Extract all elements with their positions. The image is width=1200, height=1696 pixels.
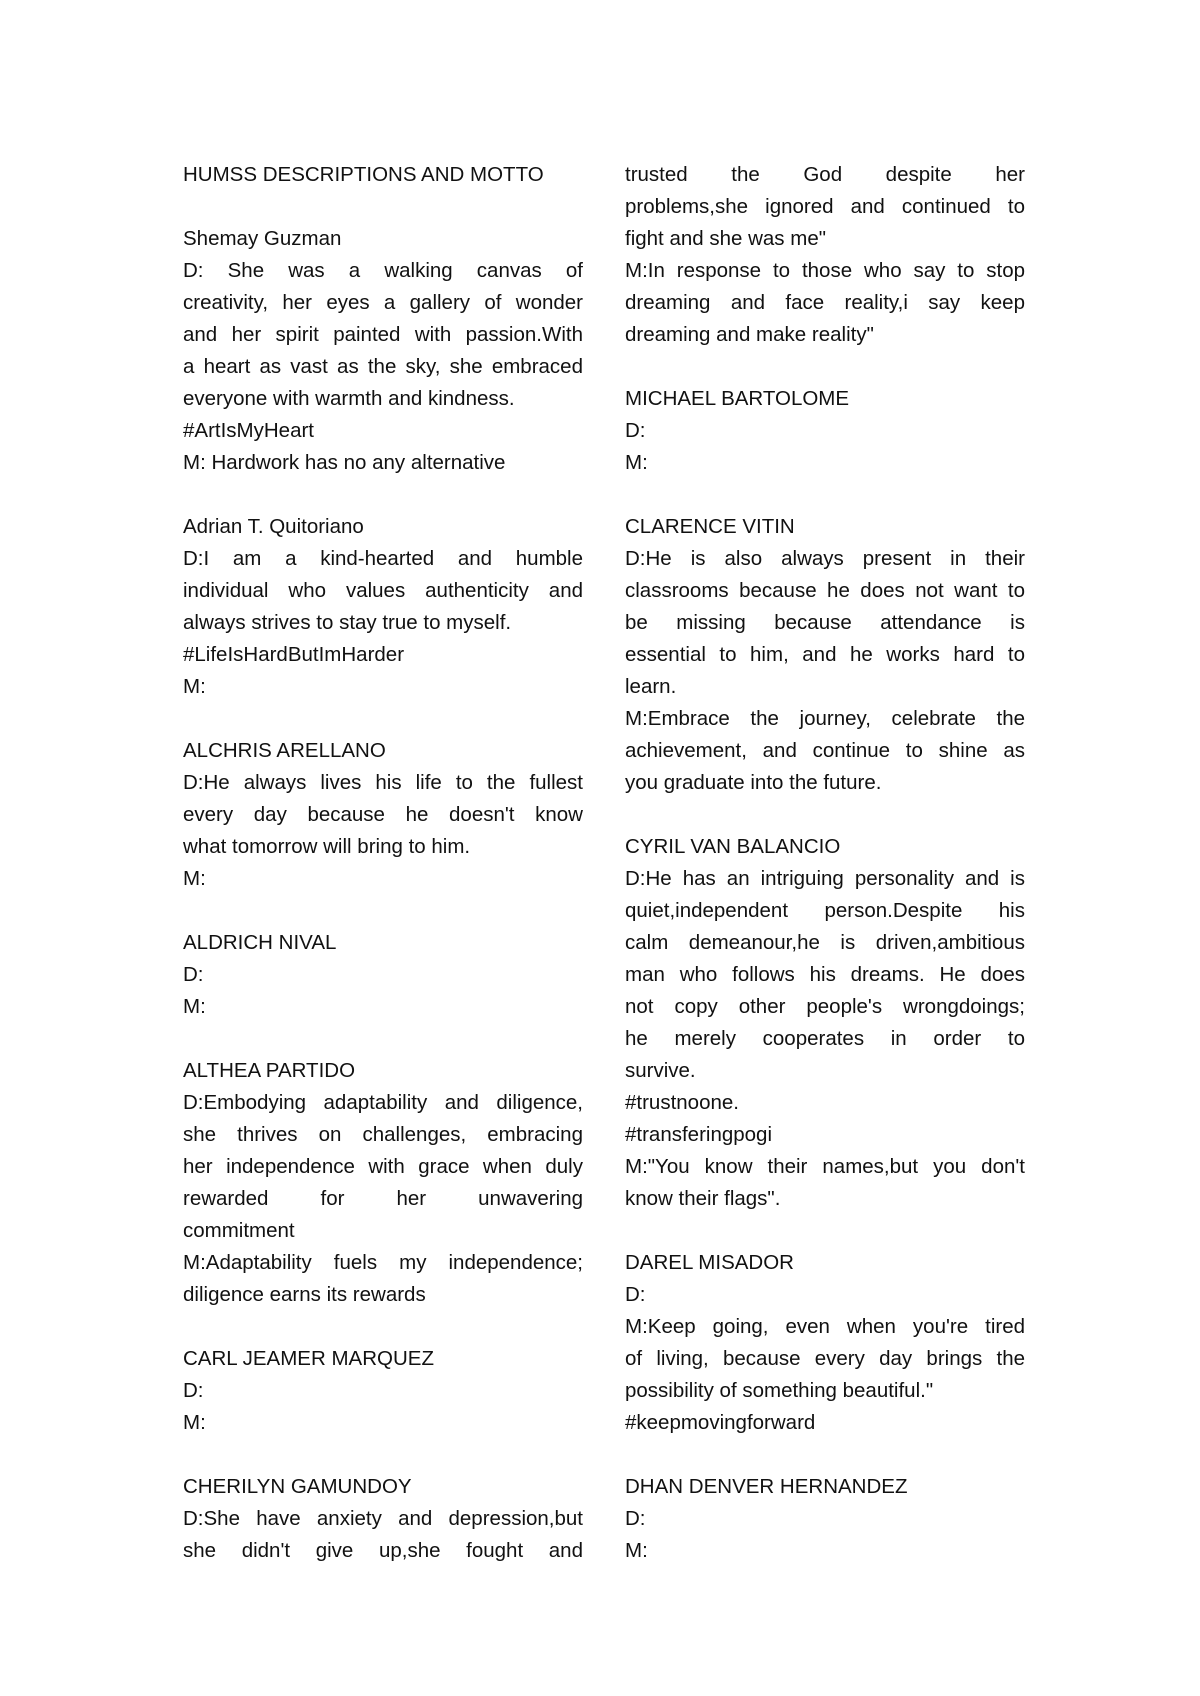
text-line: D: — [625, 1507, 646, 1530]
text-line: M: — [183, 1411, 206, 1434]
text-line: be missing because attendance is — [625, 611, 1025, 634]
text-line: M: — [183, 675, 206, 698]
paragraph-gap — [183, 1439, 583, 1471]
text-line: HUMSS DESCRIPTIONS AND MOTTO — [183, 163, 544, 186]
text-line: achievement, and continue to shine as — [625, 739, 1025, 762]
text-line: problems,she ignored and continued to — [625, 195, 1025, 218]
text-line: #LifeIsHardButImHarder — [183, 643, 405, 666]
text-line: what tomorrow will bring to him. — [183, 835, 471, 858]
text-line: possibility of something beautiful." — [625, 1379, 934, 1402]
text-line: #trustnoone. — [625, 1091, 739, 1114]
paragraph-gap — [183, 1023, 583, 1055]
paragraph-gap — [183, 479, 583, 511]
text-line: ALTHEA PARTIDO — [183, 1059, 356, 1082]
text-line: M: — [183, 867, 206, 890]
text-line: her independence with grace when duly — [183, 1155, 583, 1178]
text-line: essential to him, and he works hard to — [625, 643, 1025, 666]
text-line: M:Keep going, even when you're tired — [625, 1315, 1025, 1338]
text-line: Adrian T. Quitoriano — [183, 515, 364, 538]
paragraph-gap — [183, 1311, 583, 1343]
text-line: every day because he doesn't know — [183, 803, 583, 826]
text-line: M:In response to those who say to stop — [625, 259, 1025, 282]
text-line: D: — [183, 963, 204, 986]
text-line: CYRIL VAN BALANCIO — [625, 835, 841, 858]
text-line: diligence earns its rewards — [183, 1283, 426, 1306]
text-line: D:He is also always present in their — [625, 547, 1025, 570]
paragraph-gap — [625, 479, 1025, 511]
text-line: and her spirit painted with passion.With — [183, 323, 583, 346]
paragraph-gap — [183, 703, 583, 735]
text-line: M: — [183, 995, 206, 1018]
text-line: he merely cooperates in order to — [625, 1027, 1025, 1050]
text-line: of living, because every day brings the — [625, 1347, 1025, 1370]
text-line: individual who values authenticity and — [183, 579, 583, 602]
text-line: D: — [625, 419, 646, 442]
text-line: DHAN DENVER HERNANDEZ — [625, 1475, 908, 1498]
left-column — [183, 159, 583, 1567]
text-line: M: Hardwork has no any alternative — [183, 451, 506, 474]
text-line: she thrives on challenges, embracing — [183, 1123, 583, 1146]
text-line: MICHAEL BARTOLOME — [625, 387, 850, 410]
text-line: D: — [625, 1283, 646, 1306]
text-line: trusted the God despite her — [625, 163, 1025, 186]
text-line: #ArtIsMyHeart — [183, 419, 314, 442]
text-line: creativity, her eyes a gallery of wonder — [183, 291, 583, 314]
paragraph-gap — [625, 799, 1025, 831]
text-line: always strives to stay true to myself. — [183, 611, 512, 634]
text-line: fight and she was me" — [625, 227, 826, 250]
text-line: M:"You know their names,but you don't — [625, 1155, 1025, 1178]
text-line: everyone with warmth and kindness. — [183, 387, 515, 410]
text-line: D:Embodying adaptability and diligence, — [183, 1091, 583, 1114]
text-line: D:He has an intriguing personality and is — [625, 867, 1025, 890]
text-line: quiet,independent person.Despite his — [625, 899, 1025, 922]
text-line: Shemay Guzman — [183, 227, 342, 250]
paragraph-gap — [625, 1439, 1025, 1471]
paragraph-gap — [183, 191, 583, 223]
text-line: ALDRICH NIVAL — [183, 931, 337, 954]
text-line: M:Adaptability fuels my independence; — [183, 1251, 583, 1274]
text-line: commitment — [183, 1219, 295, 1242]
text-line: #keepmovingforward — [625, 1411, 816, 1434]
text-line: you graduate into the future. — [625, 771, 882, 794]
text-line: D: — [183, 1379, 204, 1402]
text-line: D: She was a walking canvas of — [183, 259, 583, 282]
text-line: M: — [625, 1539, 648, 1562]
text-line: a heart as vast as the sky, she embraced — [183, 355, 583, 378]
text-line: D:She have anxiety and depression,but — [183, 1507, 583, 1530]
paragraph-gap — [183, 895, 583, 927]
text-line: man who follows his dreams. He does — [625, 963, 1025, 986]
text-line: calm demeanour,he is driven,ambitious — [625, 931, 1025, 954]
text-line: M: — [625, 451, 648, 474]
text-line: classrooms because he does not want to — [625, 579, 1025, 602]
paragraph-gap — [625, 1215, 1025, 1247]
text-line: survive. — [625, 1059, 696, 1082]
text-line: DAREL MISADOR — [625, 1251, 794, 1274]
text-line: D:He always lives his life to the fullest — [183, 771, 583, 794]
text-line: CARL JEAMER MARQUEZ — [183, 1347, 434, 1370]
text-line: dreaming and make reality" — [625, 323, 874, 346]
text-line: not copy other people's wrongdoings; — [625, 995, 1025, 1018]
text-line: ALCHRIS ARELLANO — [183, 739, 386, 762]
text-line: learn. — [625, 675, 677, 698]
text-line: dreaming and face reality,i say keep — [625, 291, 1025, 314]
text-line: know their flags". — [625, 1187, 781, 1210]
text-line: she didn't give up,she fought and — [183, 1539, 583, 1562]
text-line: CLARENCE VITIN — [625, 515, 795, 538]
text-line: D:I am a kind-hearted and humble — [183, 547, 583, 570]
text-line: rewarded for her unwavering — [183, 1187, 583, 1210]
text-line: #transferingpogi — [625, 1123, 773, 1146]
right-column — [625, 159, 1025, 1567]
text-line: CHERILYN GAMUNDOY — [183, 1475, 412, 1498]
text-line: M:Embrace the journey, celebrate the — [625, 707, 1025, 730]
paragraph-gap — [625, 351, 1025, 383]
